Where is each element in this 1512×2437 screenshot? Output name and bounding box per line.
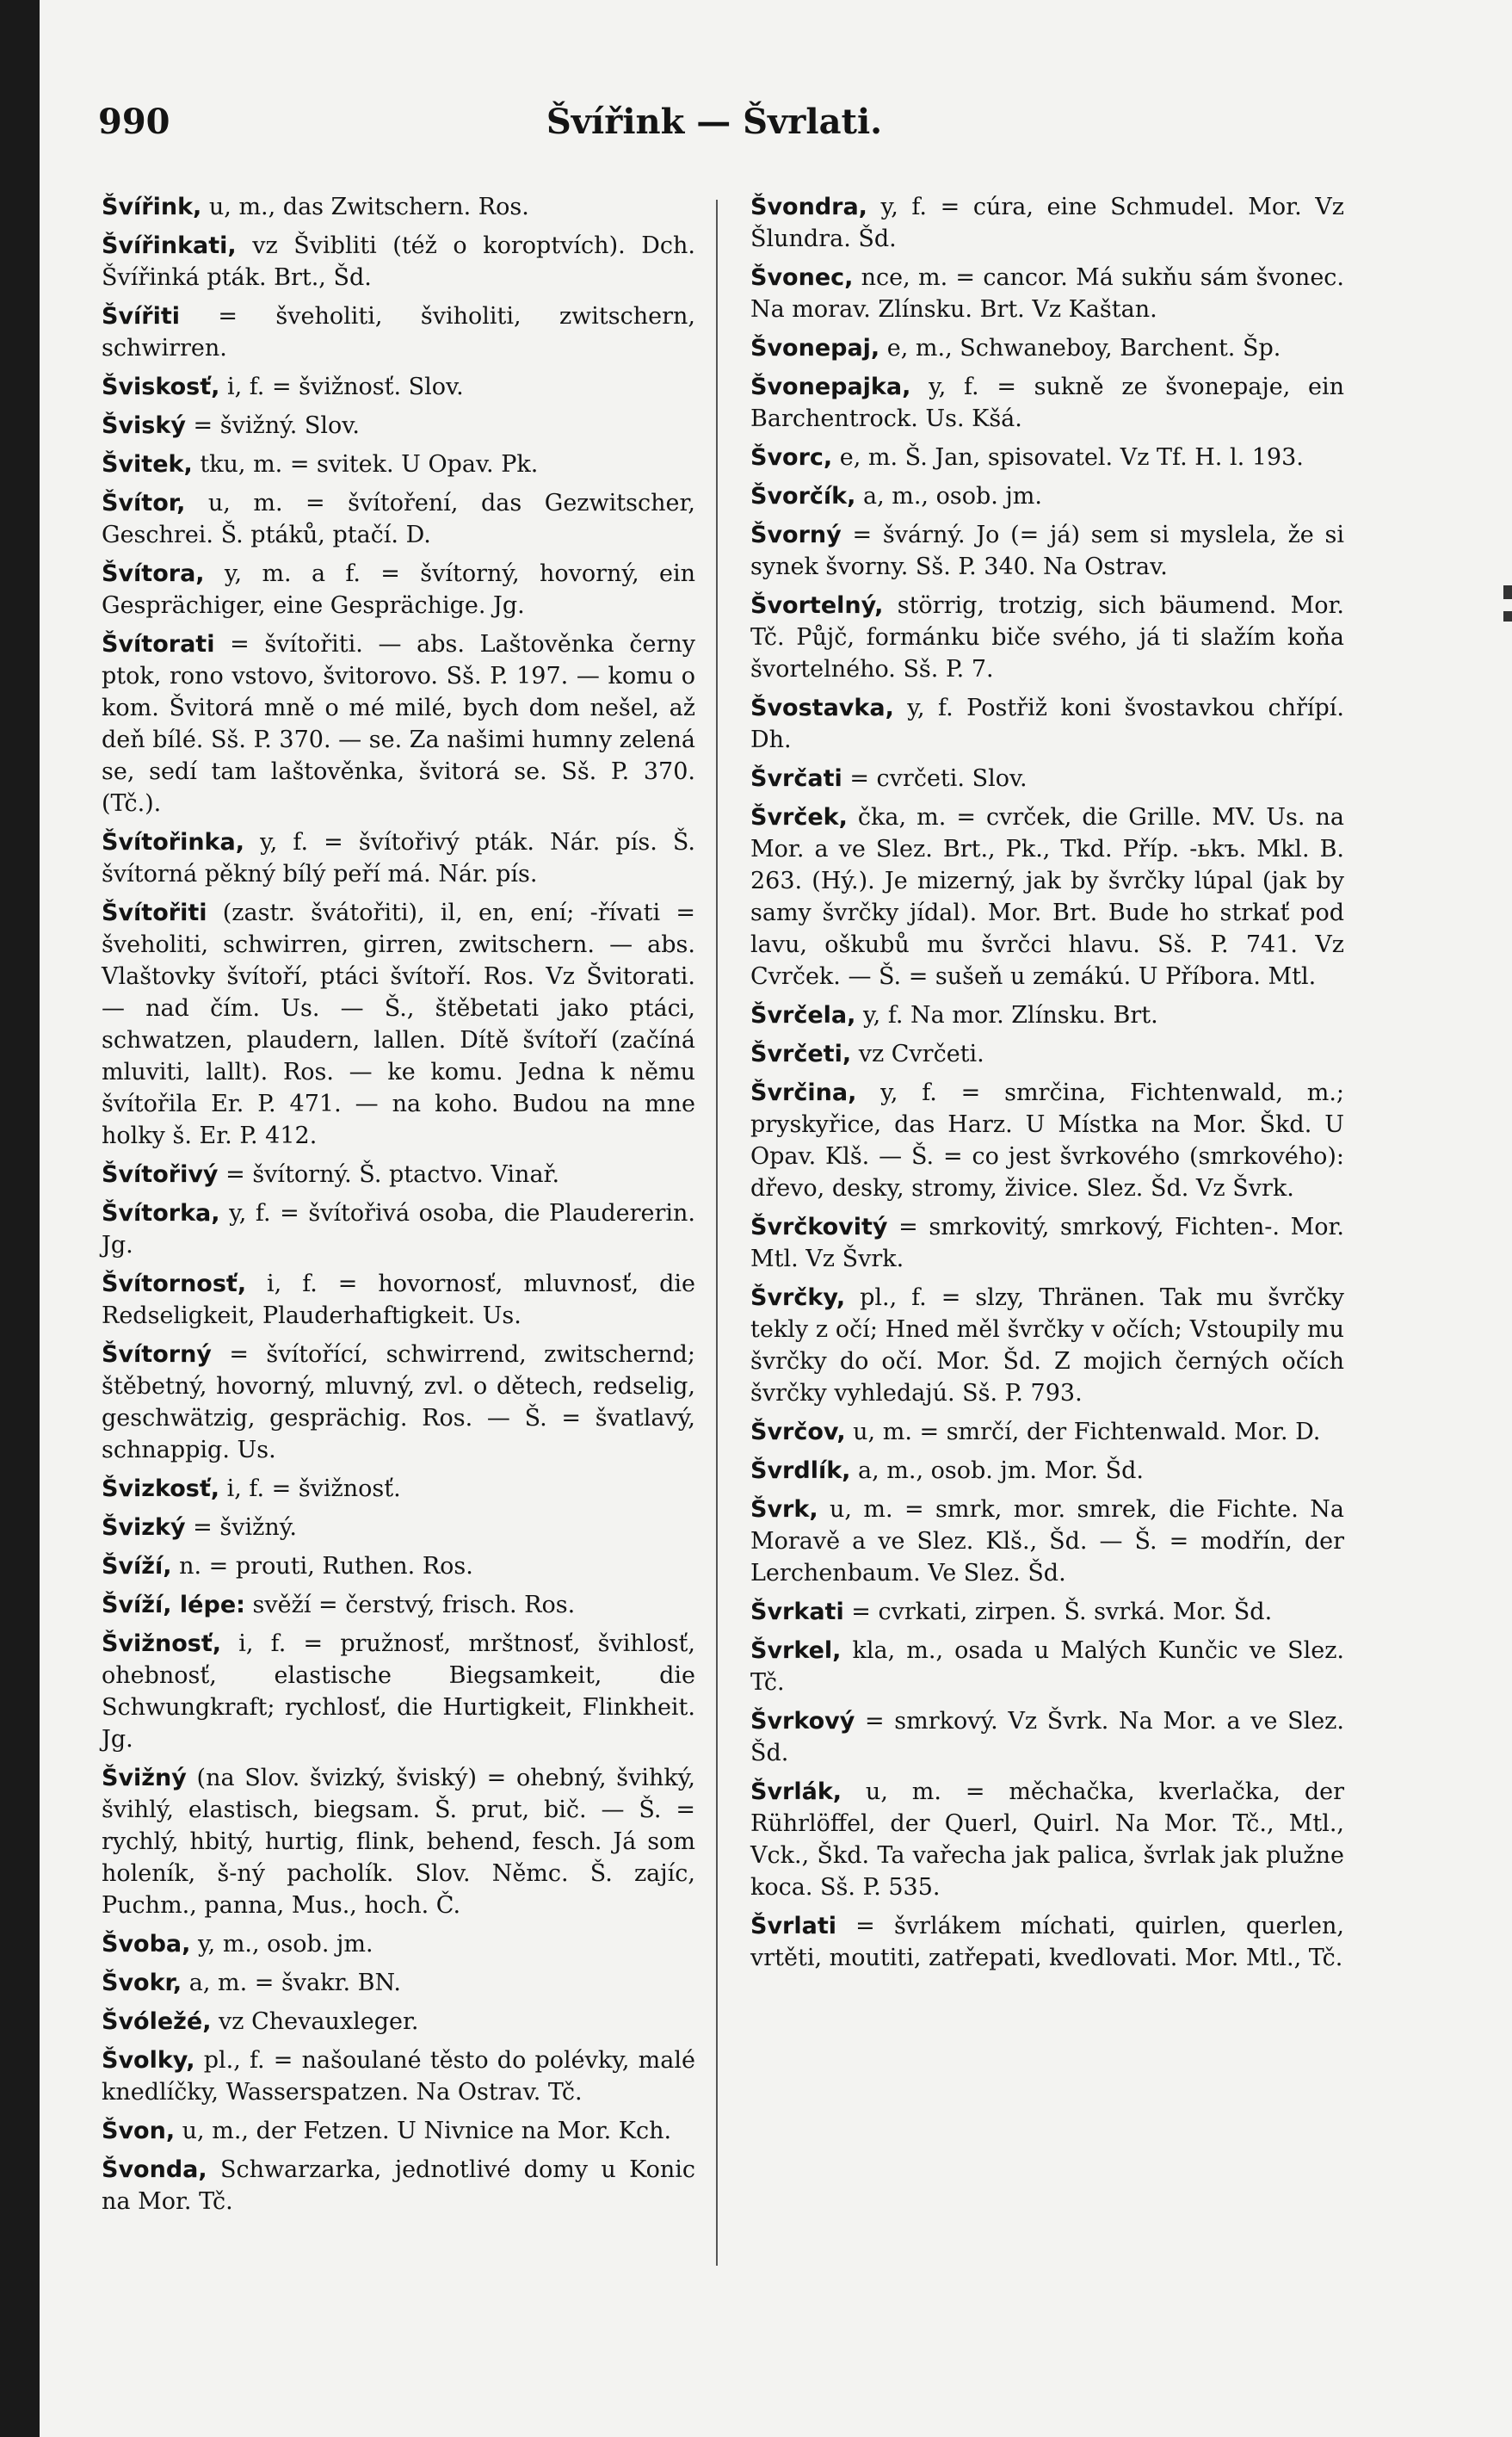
dictionary-entry bbox=[102, 628, 695, 820]
entry-headword: Švrček, bbox=[750, 804, 848, 831]
entry-definition: = švítořiti. — abs. Laštověnka černy ptok, rono vstovo, švitorovo. Sš. P. 197. — komu o kom. Švitorá mně o mé milé, bych dom nešel, až deň bílé. Sš. P. 370. — se. Za našimi humny zelená se, sedí tam laštověnka, švitorá se. Sš. P. 370. (Tč.). bbox=[102, 631, 695, 817]
dictionary-entry bbox=[102, 487, 695, 551]
dictionary-entry bbox=[750, 1211, 1344, 1275]
dictionary-entry bbox=[750, 1705, 1344, 1769]
dictionary-entry bbox=[102, 1473, 695, 1505]
entry-definition: i, f. = hovornosť, mluvnosť, die Redseligkeit, Plauderhaftigkeit. Us. bbox=[102, 1271, 695, 1329]
entry-headword: Švrdlík, bbox=[750, 1457, 851, 1484]
dictionary-entry bbox=[102, 1762, 695, 1921]
dictionary-entry bbox=[102, 1628, 695, 1755]
dictionary-entry bbox=[102, 1159, 695, 1191]
entry-definition: vz Cvrčeti. bbox=[851, 1041, 984, 1067]
entry-headword: Švižnosť, bbox=[102, 1630, 222, 1657]
entry-headword: Švonec, bbox=[750, 264, 854, 291]
dictionary-entry bbox=[750, 692, 1344, 756]
dictionary-entry bbox=[750, 191, 1344, 255]
dictionary-entry bbox=[750, 442, 1344, 473]
entry-headword: Švítořinka, bbox=[102, 829, 244, 856]
entry-headword: Švonda, bbox=[102, 2156, 207, 2183]
entry-headword: Švolky, bbox=[102, 2047, 195, 2074]
entry-headword: Švoba, bbox=[102, 1931, 191, 1958]
entry-definition: (zastr. švátořiti), il, en, ení; -řívati = šveholiti, schwirren, girren, zwitschern. — abs. Vlaštovky švítoří, ptáci švítoří. Ros. Vz Švitorati. — nad čím. Us. — Š., štěbetati jako ptáci, schwatzen, plaudern, lallen. Dítě švítoří (začíná mluviti, lallt). Ros. — ke komu. Jedna k němu švítořila Er. P. 471. — na koho. Budou na mne holky š. Er. P. 412. bbox=[102, 900, 695, 1149]
entry-definition: y, m. a f. = švítorný, hovorný, ein Gesprächiger, eine Gesprächige. Jg. bbox=[102, 560, 695, 619]
dictionary-entry bbox=[102, 2044, 695, 2108]
entry-definition: = šveholiti, šviholiti, zwitschern, schwirren. bbox=[102, 303, 695, 362]
dictionary-entry bbox=[102, 1928, 695, 1960]
entry-definition: u, m. = smrk, mor. smrek, die Fichte. Na Moravě a ve Slez. Klš., Šd. — Š. = modřín, der Lerchenbaum. Ve Slez. Šd. bbox=[750, 1496, 1344, 1587]
dictionary-entry bbox=[750, 1077, 1344, 1204]
entry-headword: Švondra, bbox=[750, 194, 867, 220]
entry-headword: Švokr, bbox=[102, 1970, 182, 1996]
dictionary-entry bbox=[102, 1967, 695, 1999]
entry-definition: y, m., osob. jm. bbox=[190, 1931, 373, 1958]
entry-definition: pl., f. = slzy, Thränen. Tak mu švrčky tekly z očí; Hned měl švrčky v očích; Vstoupily mu švrčky do očí. Mor. Šd. Z mojich černých očích švrčky vyhledajú. Sš. P. 793. bbox=[750, 1284, 1344, 1407]
dictionary-entry bbox=[102, 2154, 695, 2217]
entry-definition: u, m. = švítoření, das Gezwitscher, Geschrei. Š. ptáků, ptačí. D. bbox=[102, 490, 695, 548]
entry-headword: Švostavka, bbox=[750, 695, 894, 721]
entry-headword: Švrlák, bbox=[750, 1778, 842, 1805]
entry-headword: Švítořivý bbox=[102, 1161, 219, 1188]
dictionary-entry bbox=[102, 826, 695, 890]
entry-definition: Schwarzarka, jednotlivé domy u Konic na Mor. Tč. bbox=[102, 2156, 695, 2215]
entry-definition: n. = prouti, Ruthen. Ros. bbox=[171, 1553, 473, 1580]
entry-headword: Švítora, bbox=[102, 560, 205, 587]
entry-headword: Švítorka, bbox=[102, 1200, 220, 1227]
dictionary-entry bbox=[102, 1512, 695, 1543]
scan-margin-mark bbox=[1503, 585, 1512, 599]
dictionary-entry bbox=[750, 1455, 1344, 1487]
entry-headword: Švrčela, bbox=[750, 1002, 856, 1029]
dictionary-entry bbox=[750, 262, 1344, 325]
dictionary-entry bbox=[102, 1268, 695, 1332]
entry-definition: nce, m. = cancor. Má sukňu sám švonec. Na morav. Zlínsku. Brt. Vz Kaštan. bbox=[750, 264, 1344, 323]
entry-headword: Švrkel, bbox=[750, 1637, 842, 1664]
entry-headword: Švonepajka, bbox=[750, 374, 911, 400]
entry-definition: u, m., das Zwitschern. Ros. bbox=[201, 194, 529, 220]
entry-definition: a, m., osob. jm. bbox=[855, 483, 1042, 510]
dictionary-entry bbox=[102, 230, 695, 294]
dictionary-entry bbox=[102, 448, 695, 480]
dictionary-entry bbox=[750, 1494, 1344, 1589]
running-head bbox=[95, 102, 1334, 153]
dictionary-entry bbox=[102, 1197, 695, 1261]
dictionary-entry bbox=[750, 1282, 1344, 1409]
dictionary-entry bbox=[102, 1589, 695, 1621]
dictionary-entry bbox=[750, 801, 1344, 993]
scan-margin-mark bbox=[1503, 611, 1512, 622]
left-column bbox=[102, 191, 695, 2224]
entry-headword: Švorc, bbox=[750, 444, 833, 471]
entry-definition: a, m. = švakr. BN. bbox=[182, 1970, 401, 1996]
dictionary-entry bbox=[102, 410, 695, 442]
entry-definition: = švítořící, schwirrend, zwitschernd; štěbetný, hovorný, mluvný, zvl. o dětech, redselig, geschwätzig, gesprächig. Ros. — Š. = švatlavý, schnappig. Us. bbox=[102, 1341, 695, 1463]
entry-definition: y, f. Postřiž koni švostavkou chřípí. Dh. bbox=[750, 695, 1344, 753]
entry-definition: i, f. = švižnosť. Slov. bbox=[219, 374, 464, 400]
entry-definition: e, m. Š. Jan, spisovatel. Vz Tf. H. l. 193. bbox=[832, 444, 1304, 471]
entry-definition: i, f. = pružnosť, mrštnosť, švihlosť, ohebnosť, elastische Biegsamkeit, die Schwungkraft; rychlosť, die Hurtigkeit, Flinkheit. Jg. bbox=[102, 1630, 695, 1753]
entry-headword: Švítorati bbox=[102, 631, 215, 658]
entry-definition: = švižný. bbox=[185, 1514, 297, 1541]
dictionary-entry bbox=[102, 1339, 695, 1466]
entry-headword: Švrčina, bbox=[750, 1079, 857, 1106]
entry-headword: Švon, bbox=[102, 2118, 176, 2144]
page-number: 990 bbox=[98, 102, 170, 142]
entry-headword: Švítor, bbox=[102, 490, 186, 516]
entry-definition: y, f. = smrčina, Fichtenwald, m.; pryskyřice, das Harz. U Místka na Mor. Škd. U Opav. Klš. — Š. = co jest švrkového (smrkového): dřevo, desky, stromy, živice. Slez. Šd. Vz Švrk. bbox=[750, 1079, 1344, 1202]
dictionary-entry bbox=[750, 590, 1344, 685]
entry-definition: tku, m. = svitek. U Opav. Pk. bbox=[192, 451, 539, 478]
entry-headword: Švítornosť, bbox=[102, 1271, 247, 1297]
dictionary-entry bbox=[102, 191, 695, 223]
entry-definition: = švítorný. Š. ptactvo. Vinař. bbox=[218, 1161, 560, 1188]
entry-definition: = smrkovitý, smrkový, Fichten-. Mor. Mtl. Vz Švrk. bbox=[750, 1214, 1344, 1272]
entry-definition: = cvrčeti. Slov. bbox=[842, 765, 1028, 792]
entry-definition: = švižný. Slov. bbox=[185, 412, 360, 439]
entry-definition: y, f. = švítořivý pták. Nár. pís. Š. švítorná pěkný bílý peří má. Nár. pís. bbox=[102, 829, 695, 888]
entry-headword: Švítorný bbox=[102, 1341, 212, 1368]
entry-headword: Švrk, bbox=[750, 1496, 818, 1523]
entry-headword: Švonepaj, bbox=[750, 335, 880, 362]
entry-definition: vz Švibliti (též o koroptvích). Dch. Švířinká pták. Brt., Šd. bbox=[102, 232, 695, 291]
entry-headword: Švizkosť, bbox=[102, 1475, 220, 1502]
entry-headword: Švrlati bbox=[750, 1913, 836, 1939]
column-divider bbox=[716, 200, 718, 2266]
entry-headword: Švrčov, bbox=[750, 1419, 846, 1445]
entry-definition: (na Slov. švizký, šviský) = ohebný, švihký, švihlý, elastisch, biegsam. Š. prut, bič. — Š. = rychlý, hbitý, hurtig, flink, behend, fesch. Já som holeník, š-ný pacholík. Slov. Němc. Š. zajíc, Puchm., panna, Mus., hoch. Č. bbox=[102, 1765, 695, 1919]
entry-headword: Švizký bbox=[102, 1514, 186, 1541]
entry-headword: Švitek, bbox=[102, 451, 193, 478]
entry-definition: y, f. = cúra, eine Schmudel. Mor. Vz Šlundra. Šd. bbox=[750, 194, 1344, 252]
entry-definition: y, f. = sukně ze švonepaje, ein Barchentrock. Us. Kšá. bbox=[750, 374, 1344, 432]
dictionary-entry bbox=[750, 1635, 1344, 1698]
entry-headword: Švíží, bbox=[102, 1553, 172, 1580]
entry-headword: Švrkový bbox=[750, 1708, 855, 1735]
entry-definition: čka, m. = cvrček, die Grille. MV. Us. na Mor. a ve Slez. Brt., Pk., Tkd. Příp. -ьkъ. Mkl. B. 263. (Hý.). Je mizerný, jak by švrčky lúpal (jak by samy švrčky jídal). Mor. Brt. Bude ho strkať pod lavu, oškubů mu švrčci hlavu. Sš. P. 741. Vz Cvrček. — Š. = sušeň u zemákú. U Příbora. Mtl. bbox=[750, 804, 1344, 990]
scan-binding-edge bbox=[0, 0, 40, 2437]
dictionary-entry bbox=[102, 2115, 695, 2147]
dictionary-entry bbox=[750, 1596, 1344, 1628]
entry-headword: Švířiti bbox=[102, 303, 181, 330]
dictionary-entry bbox=[750, 763, 1344, 795]
entry-headword: Švítořiti bbox=[102, 900, 207, 926]
entry-definition: = švrlákem míchati, quirlen, querlen, vrtěti, moutiti, zatřepati, kvedlovati. Mor. Mtl., Tč. bbox=[750, 1913, 1344, 1971]
entry-definition: a, m., osob. jm. Mor. Šd. bbox=[850, 1457, 1144, 1484]
entry-headword: Šviskosť, bbox=[102, 374, 220, 400]
entry-headword: Švrčky, bbox=[750, 1284, 846, 1311]
dictionary-entry bbox=[102, 2006, 695, 2038]
dictionary-entry bbox=[102, 371, 695, 403]
entry-headword: Švířinkati, bbox=[102, 232, 237, 259]
entry-headword: Švíží, lépe: bbox=[102, 1592, 245, 1618]
entry-definition: u, m., der Fetzen. U Nivnice na Mor. Kch. bbox=[175, 2118, 672, 2144]
entry-headword: Švóležé, bbox=[102, 2008, 212, 2035]
dictionary-entry bbox=[750, 519, 1344, 583]
headword-range: Švířink — Švrlati. bbox=[546, 102, 883, 142]
entry-definition: störrig, trotzig, sich bäumend. Mor. Tč. Půjč, formánku biče svého, já ti slažím koňa švortelného. Sš. P. 7. bbox=[750, 592, 1344, 683]
entry-definition: kla, m., osada u Malých Kunčic ve Slez. Tč. bbox=[750, 1637, 1344, 1696]
dictionary-entry bbox=[750, 371, 1344, 435]
entry-definition: = švárný. Jo (= já) sem si myslela, že si synek švorny. Sš. P. 340. Na Ostrav. bbox=[750, 522, 1344, 580]
dictionary-entry bbox=[750, 1776, 1344, 1903]
dictionary-entry bbox=[750, 1910, 1344, 1974]
entry-definition: u, m. = měchačka, kverlačka, der Rührlöffel, der Querl, Quirl. Na Mor. Tč., Mtl., Vck., Škd. Ta vařecha jak palica, švrlak jak plužne koca. Sš. P. 535. bbox=[750, 1778, 1344, 1901]
dictionary-entry bbox=[102, 897, 695, 1152]
entry-headword: Švortelný, bbox=[750, 592, 884, 619]
entry-headword: Švrčkovitý bbox=[750, 1214, 888, 1240]
dictionary-entry bbox=[750, 999, 1344, 1031]
entry-headword: Švorčík, bbox=[750, 483, 856, 510]
dictionary-entry bbox=[102, 300, 695, 364]
entry-definition: y, f. = švítořivá osoba, die Plaudererin. Jg. bbox=[102, 1200, 695, 1259]
entry-headword: Švrčati bbox=[750, 765, 842, 792]
entry-definition: svěží = čerstvý, frisch. Ros. bbox=[244, 1592, 576, 1618]
entry-headword: Švrkati bbox=[750, 1599, 844, 1625]
entry-definition: pl., f. = našoulané těsto do polévky, malé knedlíčky, Wasserspatzen. Na Ostrav. Tč. bbox=[102, 2047, 695, 2106]
entry-definition: vz Chevauxleger. bbox=[211, 2008, 419, 2035]
entry-headword: Šviský bbox=[102, 412, 186, 439]
dictionary-entry bbox=[102, 558, 695, 622]
dictionary-entry bbox=[102, 1550, 695, 1582]
entry-definition: = cvrkati, zirpen. Š. svrká. Mor. Šd. bbox=[843, 1599, 1273, 1625]
entry-definition: e, m., Schwaneboy, Barchent. Šp. bbox=[879, 335, 1281, 362]
entry-headword: Švířink, bbox=[102, 194, 202, 220]
entry-headword: Švorný bbox=[750, 522, 842, 548]
entry-headword: Švižný bbox=[102, 1765, 187, 1791]
entry-definition: y, f. Na mor. Zlínsku. Brt. bbox=[855, 1002, 1158, 1029]
right-column bbox=[750, 191, 1344, 1981]
dictionary-entry bbox=[750, 480, 1344, 512]
dictionary-entry bbox=[750, 332, 1344, 364]
entry-definition: u, m. = smrčí, der Fichtenwald. Mor. D. bbox=[845, 1419, 1321, 1445]
entry-definition: = smrkový. Vz Švrk. Na Mor. a ve Slez. Šd. bbox=[750, 1708, 1344, 1766]
entry-definition: i, f. = švižnosť. bbox=[219, 1475, 401, 1502]
entry-headword: Švrčeti, bbox=[750, 1041, 852, 1067]
dictionary-entry bbox=[750, 1038, 1344, 1070]
dictionary-entry bbox=[750, 1416, 1344, 1448]
